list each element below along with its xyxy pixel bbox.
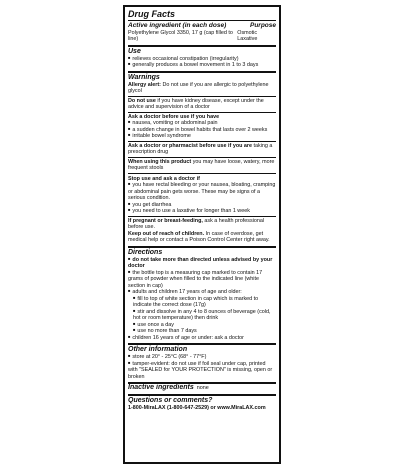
divider xyxy=(128,157,276,158)
divider xyxy=(128,246,276,248)
divider xyxy=(128,45,276,47)
active-ingredient-row xyxy=(128,30,276,43)
stop-use-item: ■ you get diarrhea xyxy=(128,202,276,209)
purpose-text: Osmotic Laxative xyxy=(237,29,258,42)
direction-item: ■ do not take more than directed unless advised by your doctor xyxy=(128,257,276,270)
keep-out-of-reach xyxy=(128,231,276,244)
ask-doctor-item: ■ a sudden change in bowel habits that lasts over 2 weeks xyxy=(128,127,276,134)
direction-subitem: ■ stir and dissolve in any 4 to 8 ounces of beverage (cold, hot or room temperature) then drink xyxy=(128,309,276,322)
do-not-use xyxy=(128,98,276,111)
ask-doctor-item: ■ irritable bowel syndrome xyxy=(128,133,276,140)
active-ingredient-text: Polyethylene Glycol 3350, 17 g (cap filled to line) xyxy=(128,29,233,42)
questions-heading: Questions or comments? xyxy=(128,396,213,404)
divider xyxy=(128,141,276,142)
other-info-heading: Other information xyxy=(128,346,188,353)
ask-pharmacist-text: taking a prescription drug xyxy=(128,142,273,155)
purpose-heading: Purpose xyxy=(249,22,276,29)
ask-pharmacist xyxy=(128,143,276,156)
divider xyxy=(128,20,276,21)
when-using-text: you may have loose, watery, more frequent stools xyxy=(128,158,275,171)
drug-facts-panel xyxy=(123,5,281,464)
use-heading: Use xyxy=(128,47,141,55)
other-info-item: ■ store at 20° - 25°C (68° - 77°F) xyxy=(128,354,276,361)
pregnancy-label: If pregnant or breast-feeding, xyxy=(128,217,203,224)
direction-item: ■ adults and children 17 years of age and older: xyxy=(128,289,276,296)
use-item: ■ generally produces a bowel movement in 1 to 3 days xyxy=(128,62,276,69)
other-info-item: ■ tamper-evident: do not use if foil seal under cap, printed with "SEALED for YOUR PROTECTION" is missing, open or broken xyxy=(128,361,276,381)
do-not-use-label: Do not use xyxy=(128,97,156,104)
direction-subitem: ■ use no more than 7 days xyxy=(128,328,276,335)
drug-facts-title: Drug Facts xyxy=(128,9,176,19)
divider xyxy=(128,112,276,113)
pregnancy-warning xyxy=(128,218,276,231)
divider xyxy=(128,173,276,174)
direction-item: ■ children 16 years of age or under: ask a doctor xyxy=(128,335,276,342)
questions-contact: 1-800-MiraLAX (1-800-647-2529) or www.MiraLAX.com xyxy=(128,404,266,411)
active-ingredient-header-row xyxy=(128,22,276,30)
inactive-text: none xyxy=(196,385,209,391)
divider xyxy=(128,96,276,97)
when-using xyxy=(128,159,276,172)
active-ingredient-heading: Active ingredient (in each dose) xyxy=(128,22,227,29)
directions-heading: Directions xyxy=(128,248,163,256)
ask-doctor-item: ■ nausea, vomiting or abdominal pain xyxy=(128,120,276,127)
direction-subitem: ■ fill to top of white section in cap which is marked to indicate the correct dose (17g) xyxy=(128,296,276,309)
divider xyxy=(128,394,276,396)
keep-out-text: In case of overdose, get medical help or contact a Poison Control Center right away. xyxy=(128,230,270,243)
divider xyxy=(128,216,276,217)
direction-item: ■ the bottle top is a measuring cap marked to contain 17 grams of powder when filled to the indicated line (white section in cap) xyxy=(128,270,276,290)
when-using-label: When using this product xyxy=(128,158,192,165)
direction-subitem: ■ use once a day xyxy=(128,322,276,329)
allergy-label: Allergy alert: xyxy=(128,81,161,88)
warnings-heading: Warnings xyxy=(128,73,160,81)
stop-use-item: ■ you have rectal bleeding or your nausea, bloating, cramping or abdominal pain gets worse. These may be signs of a serious condition. xyxy=(128,182,276,202)
inactive-heading: Inactive ingredients xyxy=(128,384,194,391)
keep-out-label: Keep out of reach of children. xyxy=(128,230,205,237)
allergy-text: Do not use if you are allergic to polyethylene glycol xyxy=(128,81,269,94)
stop-use-item: ■ you need to use a laxative for longer than 1 week xyxy=(128,208,276,215)
do-not-use-text: if you have kidney disease, except under the advice and supervision of a doctor xyxy=(128,97,264,110)
divider xyxy=(128,71,276,73)
stop-use-heading: Stop use and ask a doctor if xyxy=(128,175,200,182)
inactive-ingredients xyxy=(128,385,276,392)
use-item: ■ relieves occasional constipation (irregularity) xyxy=(128,56,276,63)
divider xyxy=(128,343,276,345)
pregnancy-text: ask a health professional before use. xyxy=(128,217,265,230)
ask-pharmacist-label: Ask a doctor or pharmacist before use if you are xyxy=(128,142,253,149)
allergy-alert xyxy=(128,82,276,95)
ask-doctor-heading: Ask a doctor before use if you have xyxy=(128,113,220,120)
